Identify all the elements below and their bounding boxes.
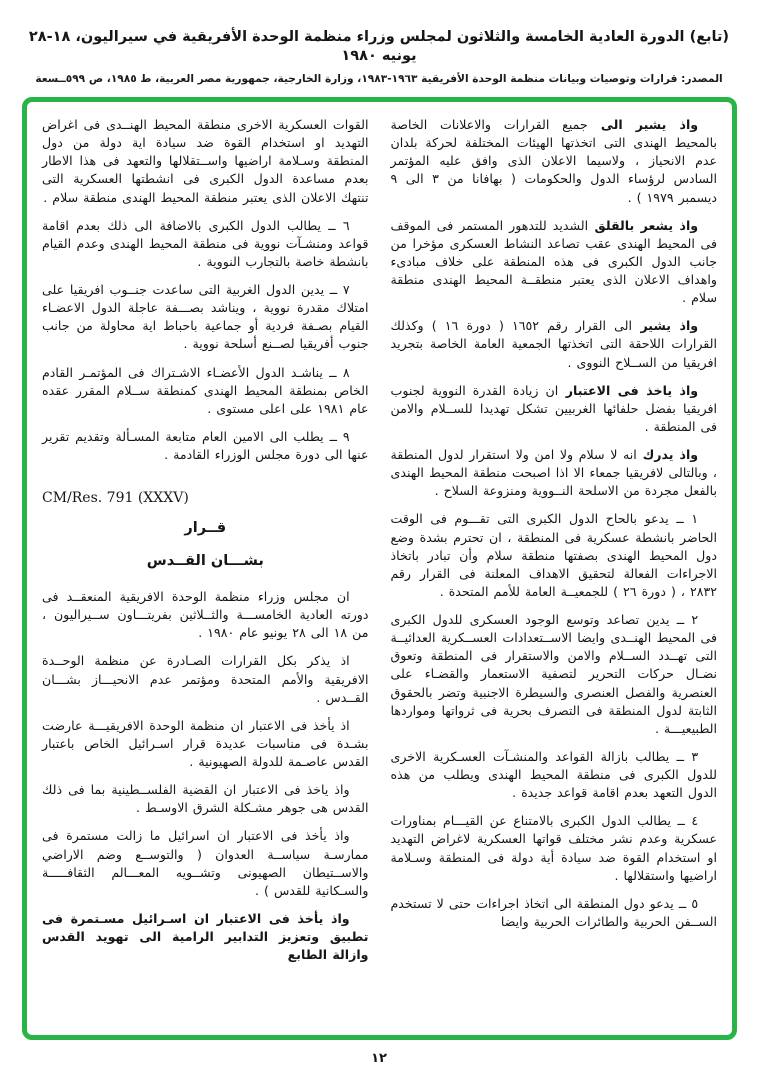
paragraph: واذ ياخذ فى الاعتبار ان القضية الفلســطينية بما فى ذلك القدس هى جوهر مشـكلة الشرق الاوسـط .	[42, 782, 369, 816]
paragraph: واذ يأخذ فى الاعتبار ان اسرائيل ما زالت مستمرة فى ممارسـة سياســة العدوان ( والتوســع وضم الاراضي والاســتيطان الصهيونى وتشــويه المعـــالم الثقافـــــة والسـكانية للقدس ) .	[42, 828, 369, 898]
paragraph: واذ يشعر بالقلق الشديد للتدهور المستمر فى الموقف فى المحيط الهندى عقب تصاعد النشاط العسكرى مؤخرا من جانب الدول الكبرى فى هذه المنطقة على خلاف مبادىء واهداف الاعلان الذى يعتبر منطقــة المحيط الهندى منطقة سلام .	[390, 217, 717, 306]
paragraph: واذ يأخذ فى الاعتبار ان اسـرائيل مسـتمرة فى تطبيق وتعزيز التدابير الرامية الى تهويد القدس وازالة الطابع	[42, 910, 369, 963]
paragraph-lead: واذ يشعر بالقلق	[588, 217, 699, 233]
source-citation: المصدر: قرارات وتوصيات وبيانات منظمة الوحدة الأفريقية ١٩٦٣-١٩٨٣، وزارة الخارجية، جمهورية مصر العربية، ط ١٩٨٥، ص ٥٩٩ــسعة	[35, 72, 723, 85]
page-number: ١٢	[371, 1051, 387, 1066]
paragraph-lead: واذ يشير الى	[587, 117, 699, 132]
resolution-subject-heading: بشـــان القــدس	[146, 553, 264, 570]
two-column-layout	[42, 116, 717, 1025]
paragraph: ٩ ــ يطلب الى الامين العام متابعة المسـألة وتقديم تقرير عنها الى دورة مجلس الوزراء القادمة .	[42, 428, 369, 462]
paragraph: ١ ــ يدعو بالحاح الدول الكبرى التى تقـــوم فى الوقت الحاضر بانشطة عسكرية فى المنطقة ، ان تحترم بشدة وضع دول المحيط الهندى بصفتها منطقة سلام وأن تبادر باتخاذ الاجراءات الفعالة لتحقيق الاهداف المعلنة فى القرار رقم ٢٨٣٢ ، ( دورة ٢٦ ) للجمعيــة العامة للأمم المتحدة .	[390, 511, 717, 599]
paragraph: ٢ ــ يدين تصاعد وتوسع الوجود العسكرى للدول الكبرى فى المحيط الهنــدى وايضا الاســتعدادات العســكرية العدائيــة التى تهــدد الســلام والامن والاستقرار فى المنطقة وتعوق نضـال حركات التحرير لتصفية الاستعمار والقضـاء على العنصرية والفصل العنصرى والسيطرة الاجنبية وتضر بالحقوق الثابتة لدول المنطقة فى التصرف بحرية فى ثرواتها ومواردها الطبيعيـــة .	[390, 612, 717, 736]
right-column	[391, 116, 718, 1025]
left-column	[42, 116, 369, 1025]
resolution-reference: CM/Res. 791 (XXXV)	[42, 490, 189, 507]
session-title: (تابع) الدورة العادية الخامسة والثلاثون لمجلس وزراء منظمة الوحدة الأفريقية في سيراليون، ١٨-٢٨ يونيه ١٩٨٠	[28, 29, 730, 64]
paragraph: القوات العسكرية الاخرى منطقة المحيط الهنــدى فى اغراض التهديد او استخدام القوة ضد سيادة اية دولة من دول المنطقة وسـلامة اراضيها واســتقلالها والتعهد فى هذا الاطار بعدم مساعدة الدول الكبرى فى انشطتها العسكرية التى تنتهك الاعلان الذى يعتبر منطقة المحيط الهندى منطقة سلام .	[42, 117, 369, 205]
paragraph-lead: واذ يشير	[631, 318, 699, 334]
paragraph: ٨ ــ يناشـد الدول الأعضـاء الاشـتراك فى المؤتمـر القادم الخاص بمنطقة المحيط الهندى كمنطقة ســلام المقرر عقده عام ١٩٨١ على اعلى مستوى .	[42, 364, 369, 416]
document-frame	[22, 97, 737, 1040]
paragraph: ٣ ــ يطالب بازالة القواعد والمنشـآت العسـكرية الاخرى للدول الكبرى فى منطقة المحيط الهندى ويطلب من هذه الدول التعهد بعدم اقامة قواعد جديدة .	[390, 748, 717, 801]
paragraph-lead: واذ ياخذ فى الاعتبار	[558, 382, 699, 398]
paragraph: واذ يدرك انه لا سلام ولا امن ولا استقرار لدول المنطقة ، وبالتالى لافريقيا جمعاء الا اذا اصبحت منطقة المحيط الهندى بالفعل مجردة من الاسلحة النــووية ومنزوعة السلاح .	[390, 447, 717, 499]
paragraph: واذ يشير الى القرار رقم ١٦٥٢ ( دورة ١٦ ) وكذلك القرارات اللاحقة التى اتخذتها الجمعية العامة الخاصة بتجريد افريقيا من الســلاح النووى .	[390, 318, 717, 370]
page-header	[0, 0, 758, 85]
paragraph: ٧ ــ يدين الدول الغربية التى ساعدت جنــوب افريقيا على امتلاك مقدرة نووية ، ويناشد بصـــفة عاجلة الدول الاعضـاء القيام بصـفة فردية أو جماعية باحباط اية محاولة من جانب جنوب أفريقيا لصــنع أسلحة نووية .	[42, 282, 369, 352]
paragraph: واذ يشير الى جميع القرارات والاعلانات الخاصة بالمحيط الهندى التى اتخذتها الهيئات المختلفة لحركة بلدان عدم الانحياز ، ولاسيما الاعلان الذى وافق عليه المؤتمر السادس لرؤساء الدول والحكومات ( بهافانا من ٣ الى ٩ ديسمبر ١٩٧٩ ) .	[390, 117, 718, 205]
paragraph: ان مجلس وزراء منظمة الوحدة الافريقية المنعقــد فى دورته العادية الخامســـة والثــلاثين بفريتـــاون ســيراليون ، من ١٨ الى ٢٨ يونيو عام ١٩٨٠ .	[42, 589, 369, 641]
resolution-heading: قــرار	[184, 520, 227, 537]
paragraph: واذ ياخذ فى الاعتبار ان زيادة القدرة النووية لجنوب افريقيا بفضل حلفائها الغربيين تشكل تهديدا للســلام والامن فى المنطقة .	[390, 382, 717, 434]
paragraph: اذ يذكر بكل القرارات الصـادرة عن منظمة الوحــدة الافريقية والأمم المتحدة ومؤتمر عدم الانحيـــاز بشـــان القــدس .	[42, 653, 369, 705]
paragraph-lead: واذ يدرك	[636, 447, 699, 462]
paragraph: اذ يأخذ فى الاعتبار ان منظمة الوحدة الافريقيـــة عارضت بشـدة فى مناسبات عديدة قرار اسـرائيل الخاص باعتبار القدس عاصـمة للدولة الصهيونية .	[42, 717, 369, 770]
paragraph: ٥ ــ يدعو دول المنطقة الى اتخاذ اجراءات حتى لا تستخدم الســفن الحربية والطائرات الحربية وايضا	[390, 895, 717, 929]
paragraph: ٤ ــ يطالب الدول الكبرى بالامتناع عن القيـــام بمناورات عسكرية وعدم نشر مختلف قواتها العسكرية لاغراض التهديد او استخدام القوة ضد سيادة أية دولة فى المنطقة وسـلامة اراضيها واستقلالها .	[390, 813, 717, 883]
paragraph: ٦ ــ يطالب الدول الكبرى بالاضافة الى ذلك بعدم اقامة قواعد ومنشـآت نووية فى منطقة المحيط الهندى وعدم القيام بانشطة خاصة بالتجارب النووية .	[42, 217, 369, 269]
